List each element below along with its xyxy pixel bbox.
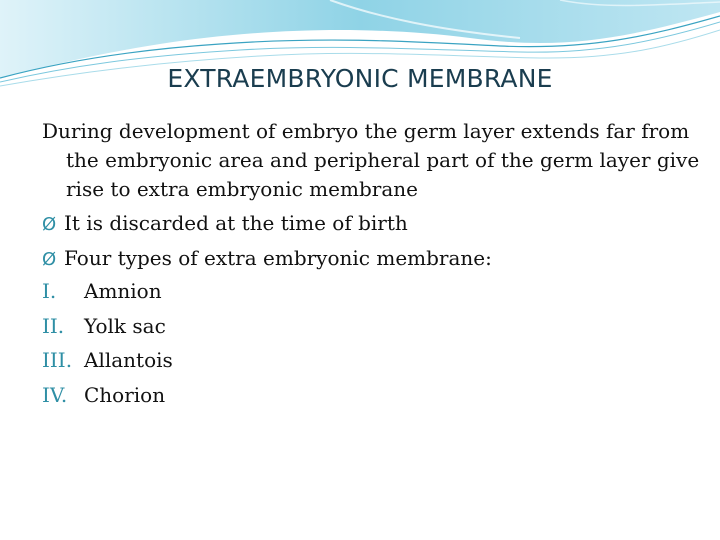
slide-body — [42, 117, 702, 412]
list-item-text: Allantois — [84, 348, 173, 372]
list-item — [42, 378, 702, 413]
list-item — [42, 343, 702, 378]
intro-paragraph: During development of embryo the germ layer extends far from the embryonic area and peripheral part of the germ layer give rise to extra embryonic membrane — [42, 119, 700, 201]
roman-numeral: I. — [42, 279, 57, 303]
bullet-item — [42, 209, 702, 239]
bullet-item — [42, 244, 702, 274]
arrow-bullet-icon: Ø — [42, 214, 57, 235]
roman-numeral: II. — [42, 313, 65, 338]
bullet-text: Four types of extra embryonic membrane: — [64, 246, 492, 270]
slide-title: EXTRAEMBRYONIC MEMBRANE — [167, 64, 553, 93]
list-item-text: Amnion — [84, 279, 162, 303]
list-item — [42, 274, 702, 309]
list-item-text: Yolk sac — [84, 313, 166, 338]
list-item-text: Chorion — [84, 382, 166, 407]
bullet-text: It is discarded at the time of birth — [64, 211, 408, 235]
list-item — [42, 309, 702, 344]
roman-numeral: IV. — [42, 382, 68, 407]
arrow-bullet-icon: Ø — [42, 249, 57, 270]
roman-numeral: III. — [42, 348, 73, 372]
